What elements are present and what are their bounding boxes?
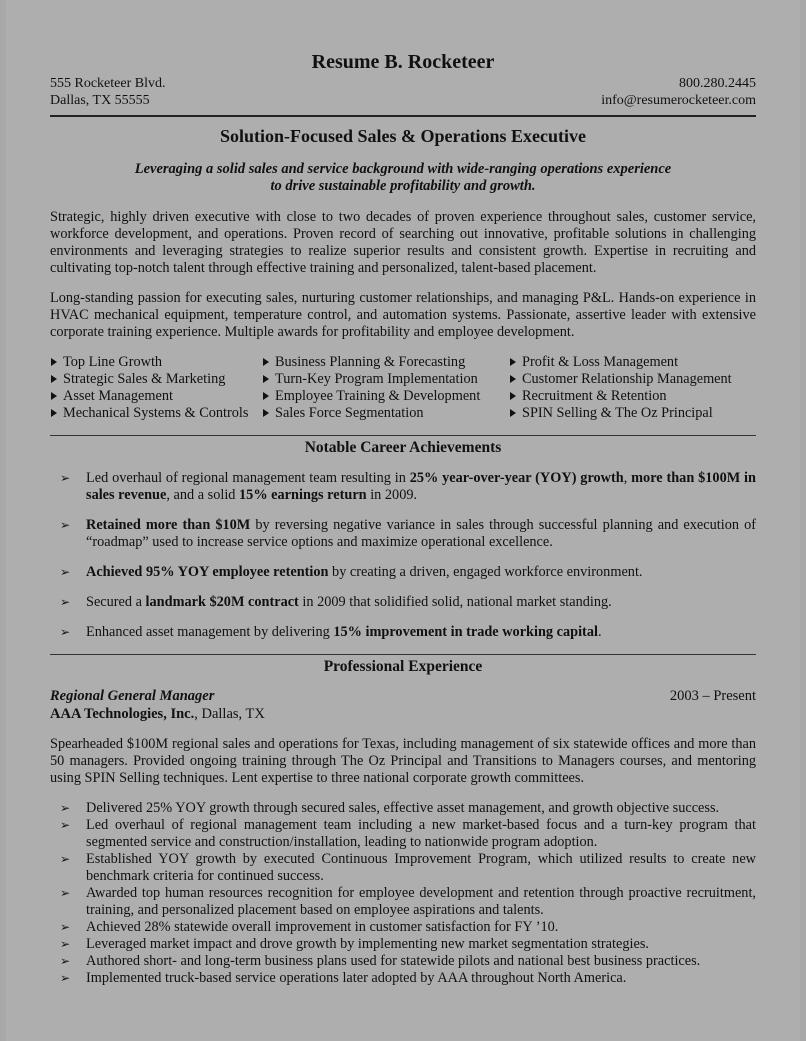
achievement-item: Led overhaul of regional management team resulting in 25% year-over-year (YOY) growth, more than $100M in sales revenue, and a solid 15% earnings return in 2009. <box>86 470 756 503</box>
company-name: AAA Technologies, Inc. <box>50 706 195 722</box>
keyword: SPIN Selling & The Oz Principal <box>522 405 713 421</box>
achievement-item: Secured a landmark $20M contract in 2009 that solidified solid, national market standing. <box>86 594 612 610</box>
keyword: Strategic Sales & Marketing <box>63 371 226 387</box>
arrow-bullet-icon: ➢ <box>60 937 71 951</box>
job-title: Regional General Manager <box>50 688 215 704</box>
keyword: Customer Relationship Management <box>522 371 732 387</box>
achievement-item: Retained more than $10M by reversing negative variance in sales through successful planning and execution of “roadmap” used to increase service options and maximize operational excellence. <box>86 517 757 550</box>
section-divider <box>50 435 756 436</box>
arrow-bullet-icon: ➢ <box>60 920 71 934</box>
header-divider <box>50 115 756 117</box>
candidate-name: Resume B. Rocketeer <box>311 51 495 73</box>
keyword: Business Planning & Forecasting <box>275 354 466 370</box>
job-bullet: Achieved 28% statewide overall improvement in customer satisfaction for FY ’10. <box>86 919 559 935</box>
arrow-bullet-icon: ➢ <box>60 625 71 639</box>
achievements-heading: Notable Career Achievements <box>304 439 502 456</box>
phone-number: 800.280.2445 <box>679 76 756 91</box>
achievement-item: Achieved 95% YOY employee retention by creating a driven, engaged workforce environment. <box>86 564 643 580</box>
arrow-bullet-icon: ➢ <box>60 595 71 609</box>
arrow-bullet-icon: ➢ <box>60 886 71 900</box>
job-bullet: Established YOY growth by executed Continuous Improvement Program, which utilized results to create new benchmark criteria for continued success. <box>86 851 756 884</box>
email-address: info@resumerocketeer.com <box>601 93 756 108</box>
triangle-bullet-icon <box>263 375 269 383</box>
job-dates: 2003 – Present <box>669 688 756 704</box>
job-bullet: Authored short- and long-term business plans used for statewide pilots and national best business practices. <box>86 953 701 969</box>
triangle-bullet-icon <box>263 392 269 400</box>
arrow-bullet-icon: ➢ <box>60 818 71 832</box>
address-line-1: 555 Rocketeer Blvd. <box>50 76 166 91</box>
job-summary: Spearheaded $100M regional sales and operations for Texas, including management of six statewide offices and more than 50 managers. Provided ongoing training through The Oz Principal and Transitions to Managers courses, and mentoring using SPIN Selling techniques. Lent expertise to three national corporate growth committees. <box>50 736 756 786</box>
keyword: Turn-Key Program Implementation <box>275 371 478 387</box>
job-bullet: Delivered 25% YOY growth through secured sales, effective asset management, and growth objective success. <box>86 800 720 816</box>
arrow-bullet-icon: ➢ <box>60 852 71 866</box>
job-bullet: Implemented truck-based service operations later adopted by AAA throughout North America. <box>86 970 627 986</box>
job-bullet: Leveraged market impact and drove growth by implementing new market segmentation strategies. <box>86 936 649 952</box>
triangle-bullet-icon <box>510 392 516 400</box>
experience-heading: Professional Experience <box>323 658 483 675</box>
keyword: Profit & Loss Management <box>522 354 679 370</box>
headline: Solution-Focused Sales & Operations Executive <box>219 126 586 146</box>
keyword: Top Line Growth <box>63 354 163 370</box>
arrow-bullet-icon: ➢ <box>60 954 71 968</box>
summary-paragraph-1: Strategic, highly driven executive with close to two decades of proven experience throughout sales, customer service, workforce development, and operations. Proven record of searching out innovative, profitable solutions in challenging environments and leveraging strategies to realize superior results and consistent growth. Expertise in recruiting and cultivating top-notch talent through effective training and personalized, talent-based placement. <box>50 209 756 276</box>
arrow-bullet-icon: ➢ <box>60 971 71 985</box>
section-divider <box>50 654 756 655</box>
triangle-bullet-icon <box>510 409 516 417</box>
triangle-bullet-icon <box>510 358 516 366</box>
triangle-bullet-icon <box>51 392 57 400</box>
keyword: Employee Training & Development <box>275 388 481 404</box>
triangle-bullet-icon <box>51 409 57 417</box>
arrow-bullet-icon: ➢ <box>60 801 71 815</box>
triangle-bullet-icon <box>263 409 269 417</box>
company-location: , Dallas, TX <box>194 706 265 722</box>
keyword: Mechanical Systems & Controls <box>63 405 249 421</box>
job-bullet: Led overhaul of regional management team including a new market-based focus and a turn-key program that segmented service and construction/installation, leading to nationwide program adoption. <box>86 817 756 850</box>
keyword: Asset Management <box>63 388 173 404</box>
keyword: Sales Force Segmentation <box>275 405 424 421</box>
arrow-bullet-icon: ➢ <box>60 518 71 532</box>
tagline-line-2: to drive sustainable profitability and growth. <box>270 178 536 194</box>
triangle-bullet-icon <box>510 375 516 383</box>
arrow-bullet-icon: ➢ <box>60 565 71 579</box>
company-line <box>50 706 265 723</box>
keyword: Recruitment & Retention <box>522 388 667 404</box>
tagline-line-1: Leveraging a solid sales and service background with wide-ranging operations experience <box>134 161 672 177</box>
summary-paragraph-2: Long-standing passion for executing sales, nurturing customer relationships, and managing P&L. Hands-on experience in HVAC mechanical equipment, temperature control, and automation systems. Passionate, assertive leader with extensive corporate training experience. Multiple awards for profitability and employee development. <box>50 290 756 340</box>
job-bullet: Awarded top human resources recognition for employee development and retention through proactive recruitment, training, and personalized placement based on employee aspirations and talents. <box>86 885 756 918</box>
address-line-2: Dallas, TX 55555 <box>50 93 150 108</box>
arrow-bullet-icon: ➢ <box>60 471 71 485</box>
achievement-item: Enhanced asset management by delivering 15% improvement in trade working capital. <box>86 624 602 640</box>
triangle-bullet-icon <box>51 358 57 366</box>
triangle-bullet-icon <box>51 375 57 383</box>
triangle-bullet-icon <box>263 358 269 366</box>
